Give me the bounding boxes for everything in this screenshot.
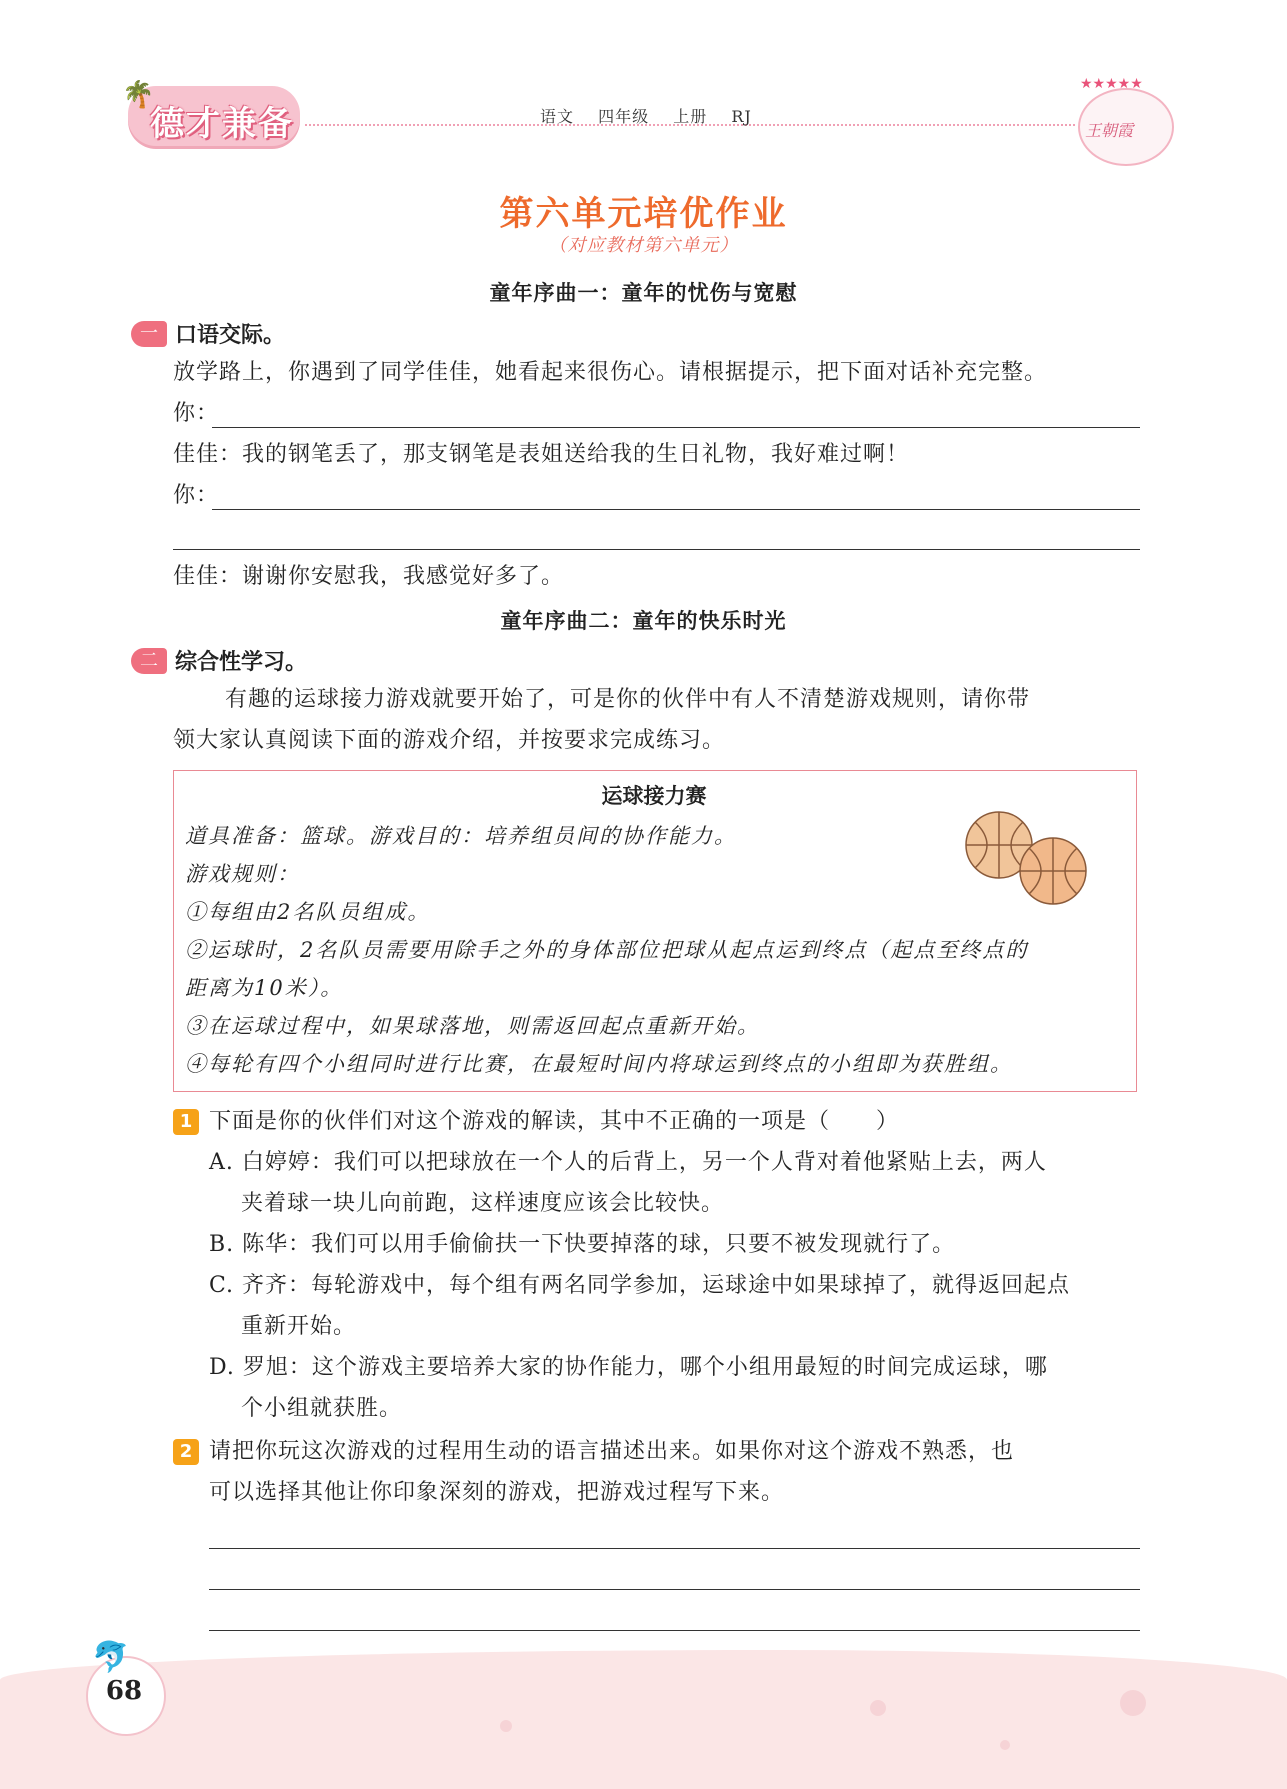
part1-label: 口语交际。 <box>175 323 286 348</box>
part2-label: 综合性学习。 <box>175 650 308 675</box>
option-c-line2: 重新开始。 <box>241 1314 357 1339</box>
section1-intro: 放学路上，你遇到了同学佳佳，她看起来很伤心。请根据提示，把下面对话补充完整。 <box>173 360 1048 385</box>
page-number: 68 <box>105 1676 143 1706</box>
volume: 上册 <box>673 107 708 126</box>
bubble-decoration <box>870 1700 886 1716</box>
section2-intro-line2: 领大家认真阅读下面的游戏介绍，并按要求完成练习。 <box>173 728 726 753</box>
game-rule-2b: 距离为10米）。 <box>185 976 344 1000</box>
writing-line-2[interactable] <box>209 1589 1140 1590</box>
game-props-goal: 道具准备：篮球。游戏目的：培养组员间的协作能力。 <box>185 824 737 848</box>
header-meta <box>540 104 770 127</box>
answer-line-2[interactable] <box>212 509 1140 510</box>
question1-text: 下面是你的伙伴们对这个游戏的解读，其中不正确的一项是（ ） <box>209 1109 900 1134</box>
answer-line-1[interactable] <box>212 427 1140 428</box>
writing-line-1[interactable] <box>209 1548 1140 1549</box>
option-d-line1[interactable]: D. 罗旭：这个游戏主要培养大家的协作能力，哪个小组用最短的时间完成运球，哪 <box>209 1355 1048 1380</box>
option-c-line1[interactable]: C. 齐齐：每轮游戏中，每个组有两名同学参加，运球途中如果球掉了，就得返回起点 <box>209 1273 1071 1298</box>
section2-intro-line1: 有趣的运球接力游戏就要开始了，可是你的伙伴中有人不清楚游戏规则，请你带 <box>225 687 1031 712</box>
section2-title: 童年序曲二：童年的快乐时光 <box>500 609 787 633</box>
part2-badge: 二 <box>131 648 167 674</box>
option-a-line1[interactable]: A. 白婷婷：我们可以把球放在一个人的后背上，另一个人背对着他紧贴上去，两人 <box>209 1150 1047 1175</box>
game-rule-4: ④每轮有四个小组同时进行比赛，在最短时间内将球运到终点的小组即为获胜组。 <box>185 1052 1013 1076</box>
option-b[interactable]: B. 陈华：我们可以用手偷偷扶一下快要掉落的球，只要不被发现就行了。 <box>209 1232 956 1257</box>
question2-line2: 可以选择其他让你印象深刻的游戏，把游戏过程写下来。 <box>209 1480 785 1505</box>
palm-tree-icon: 🌴 <box>122 80 155 110</box>
question2-line1: 请把你玩这次游戏的过程用生动的语言描述出来。如果你对这个游戏不熟悉，也 <box>209 1439 1015 1464</box>
section1-title: 童年序曲一：童年的忧伤与宽慰 <box>489 281 798 305</box>
grade: 四年级 <box>598 107 650 126</box>
option-a-line2: 夹着球一块儿向前跑，这样速度应该会比较快。 <box>241 1191 725 1216</box>
dialogue-jiajia-2: 佳佳：谢谢你安慰我，我感觉好多了。 <box>173 564 565 589</box>
footer-wave <box>0 1650 1287 1789</box>
bubble-decoration <box>1000 1740 1010 1750</box>
dialogue-jiajia-1: 佳佳：我的钢笔丢了，那支钢笔是表姐送给我的生日礼物，我好难过啊！ <box>173 442 910 467</box>
game-rules-title: 运球接力赛 <box>601 784 707 808</box>
part1-heading <box>131 318 285 346</box>
dialogue-you-1: 你： <box>173 401 220 426</box>
dialogue-you-2: 你： <box>173 483 220 508</box>
game-rule-3: ③在运球过程中，如果球落地，则需返回起点重新开始。 <box>185 1014 760 1038</box>
dolphin-icon: 🐬 <box>92 1640 130 1675</box>
writing-line-3[interactable] <box>209 1630 1140 1631</box>
page-subtitle: （对应教材第六单元） <box>548 235 739 256</box>
part2-heading <box>131 645 307 673</box>
bubble-decoration <box>500 1720 512 1732</box>
game-rules-label: 游戏规则： <box>185 862 300 886</box>
option-d-line2: 个小组就获胜。 <box>241 1396 403 1421</box>
bubble-decoration <box>1120 1690 1146 1716</box>
star-rating-icon: ★★★★★ <box>1080 76 1143 92</box>
game-rule-1: ①每组由2名队员组成。 <box>185 900 431 924</box>
basketball-icon <box>962 808 1092 908</box>
game-rule-2a: ②运球时，2名队员需要用除手之外的身体部位把球从起点运到终点（起点至终点的 <box>185 938 1029 962</box>
answer-line-3[interactable] <box>173 549 1140 550</box>
brand-logo-text: 德才兼备 <box>150 104 294 144</box>
part1-badge: 一 <box>131 321 167 347</box>
subject: 语文 <box>540 107 575 126</box>
seal-name: 王朝霞 <box>1085 121 1134 140</box>
edition: RJ <box>731 107 752 126</box>
question2-badge: 2 <box>173 1439 199 1465</box>
question1-badge: 1 <box>173 1109 199 1135</box>
page-title: 第六单元培优作业 <box>499 194 788 234</box>
